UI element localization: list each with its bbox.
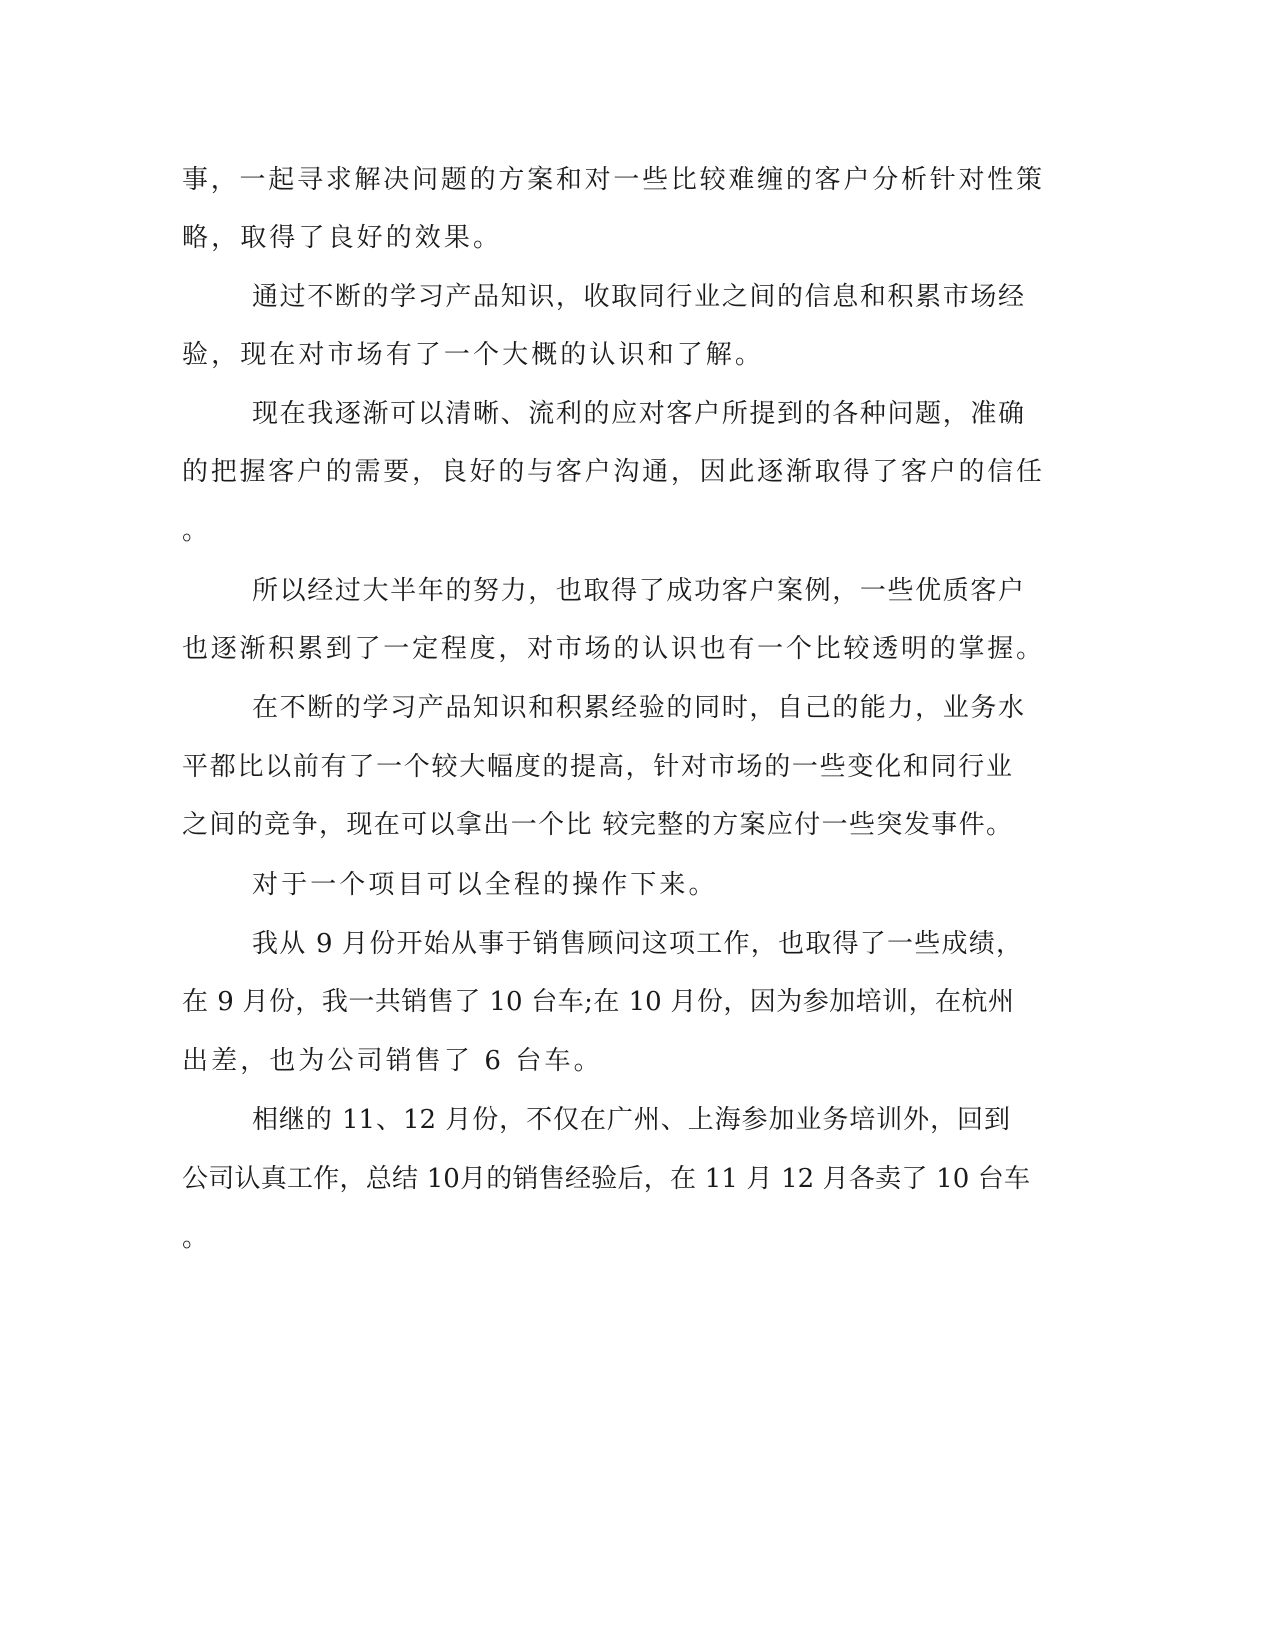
paragraph-start-line: 对于一个项目可以全程的操作下来。 [252,870,718,900]
text-line: 平都比以前有了一个较大幅度的提高，针对市场的一些变化和同行业 [182,752,1012,782]
paragraph-start-line: 我从 9 月份开始从事于销售顾问这项工作，也取得了一些成绩， [252,929,1022,959]
text-line: 公司认真工作，总结 10月的销售经验后，在 11 月 12 月各卖了 10 台车 [182,1164,1030,1194]
text-line: 也逐渐积累到了一定程度，对市场的认识也有一个比较透明的掌握。 [182,634,1042,664]
paragraph-start-line: 相继的 11、12 月份，不仅在广州、上海参加业务培训外，回到 [252,1105,1010,1135]
text-line: 。 [182,516,212,546]
paragraph-start-line: 在不断的学习产品知识和积累经验的同时，自己的能力，业务水 [252,693,1024,723]
paragraph-start-line: 现在我逐渐可以清晰、流利的应对客户所提到的各种问题，准确 [252,399,1024,429]
paragraph-start-line: 通过不断的学习产品知识，收取同行业之间的信息和积累市场经 [252,282,1024,312]
text-line: 验，现在对市场有了一个大概的认识和了解。 [182,340,765,370]
text-line: 在 9 月份，我一共销售了 10 台车;在 10 月份，因为参加培训，在杭州 [182,987,1014,1017]
text-line: 的把握客户的需要，良好的与客户沟通，因此逐渐取得了客户的信任 [182,457,1042,487]
paragraph-start-line: 所以经过大半年的努力，也取得了成功客户案例，一些优质客户 [252,576,1024,606]
text-line: 之间的竞争，现在可以拿出一个比 较完整的方案应付一些突发事件。 [182,810,1012,840]
text-line: 略，取得了良好的效果。 [182,223,503,253]
text-line: 。 [182,1223,212,1253]
text-line: 事，一起寻求解决问题的方案和对一些比较难缠的客户分析针对性策 [182,165,1042,195]
text-line: 出差，也为公司销售了 6 台车。 [182,1046,603,1076]
